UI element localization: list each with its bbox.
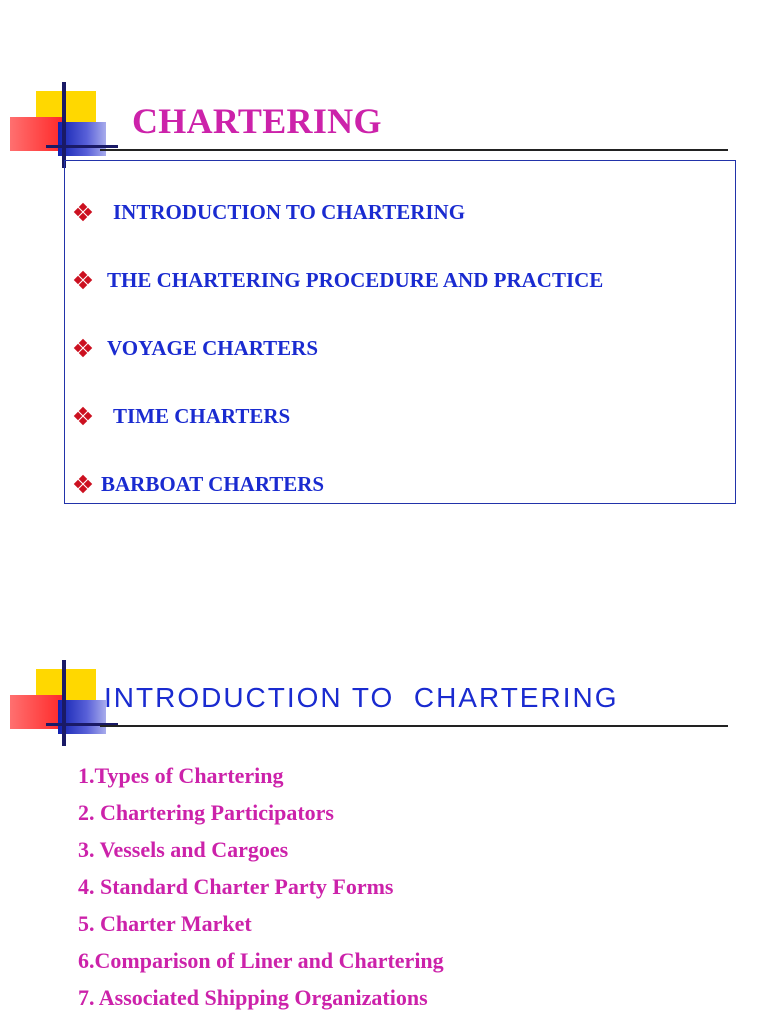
four-diamond-bullet-icon xyxy=(75,272,91,288)
slide-title: INTRODUCTION TO CHARTERING xyxy=(104,682,619,713)
four-diamond-bullet-icon xyxy=(75,340,91,356)
toc-item: 5. Charter Market xyxy=(78,911,252,936)
bullet-item xyxy=(75,469,324,499)
title-divider xyxy=(100,725,728,727)
bullet-item xyxy=(75,401,290,431)
four-diamond-bullet-icon xyxy=(75,408,91,424)
colored-squares-logo-icon xyxy=(10,82,110,172)
toc-item: 3. Vessels and Cargoes xyxy=(78,837,289,862)
bullet-text: INTRODUCTION TO CHARTERING xyxy=(113,199,466,224)
slide-introduction xyxy=(0,512,768,1024)
title-divider xyxy=(100,149,728,151)
four-diamond-bullet-icon xyxy=(75,476,91,492)
bullet-item xyxy=(75,265,603,295)
bullet-item xyxy=(75,333,318,363)
bullet-text: VOYAGE CHARTERS xyxy=(107,335,319,360)
toc-item: 2. Chartering Participators xyxy=(78,800,334,825)
slide-title: CHARTERING xyxy=(132,101,382,141)
logo-vertical-line xyxy=(62,660,66,746)
toc-item: 7. Associated Shipping Organizations xyxy=(78,985,428,1010)
toc-item: 1.Types of Chartering xyxy=(78,763,284,788)
bullet-text: BARBOAT CHARTERS xyxy=(101,471,325,496)
bullet-box xyxy=(64,160,736,504)
colored-squares-logo-icon xyxy=(10,660,110,750)
toc-item: 6.Comparison of Liner and Chartering xyxy=(78,948,444,973)
toc-item: 4. Standard Charter Party Forms xyxy=(78,874,394,899)
bullet-text: TIME CHARTERS xyxy=(113,403,291,428)
logo-horizontal-line xyxy=(46,145,118,148)
bullet-item xyxy=(75,197,465,227)
logo-vertical-line xyxy=(62,82,66,168)
bullet-text: THE CHARTERING PROCEDURE AND PRACTICE xyxy=(107,267,604,292)
four-diamond-bullet-icon xyxy=(75,204,91,220)
